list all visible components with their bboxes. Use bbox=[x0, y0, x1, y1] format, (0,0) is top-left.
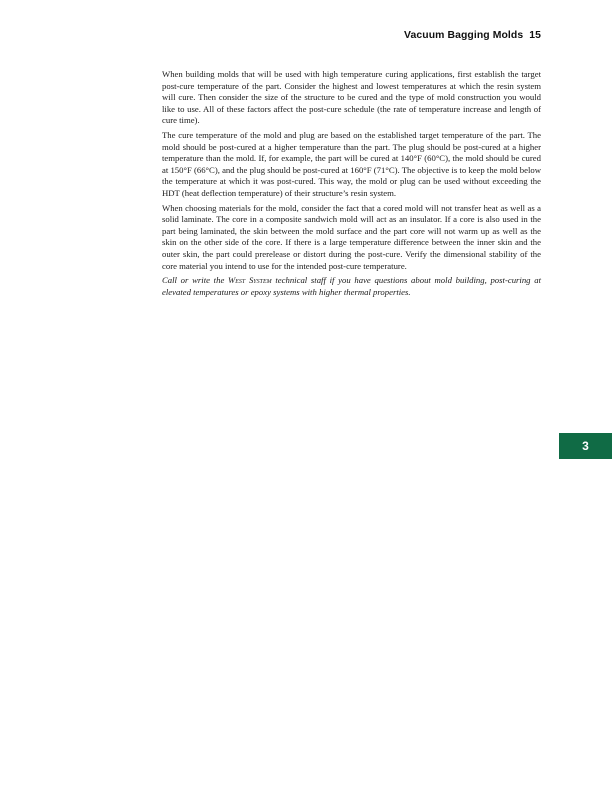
contact-note-rest: technical staff if you have questions about mold building, post-curing at elevated temperatures or epoxy systems with higher thermal properties. bbox=[162, 275, 541, 297]
paragraph-cure-temperature: The cure temperature of the mold and plug are based on the established target temperature of the part. The mold should be post-cured at a higher temperature than the part. The plug should be post-cured at a higher temperature than the mold. If, for example, the part will be cured at 140°F (60°C), the mold should be cured at 150°F (66°C), and the plug should be post-cured at 160°F (71°C). The objective is to keep the mold below the temperature at which it was post-cured. This way, the mold or plug can be used without exceeding the HDT (heat deflection temperature) of their structure’s resin system. bbox=[162, 129, 541, 198]
chapter-tab-label: 3 bbox=[582, 439, 589, 453]
page-number: 15 bbox=[529, 30, 541, 41]
contact-note-lead: Call or write the bbox=[162, 275, 229, 286]
running-header bbox=[404, 30, 541, 41]
chapter-tab bbox=[559, 433, 612, 459]
body-text bbox=[162, 69, 541, 301]
paragraph-mold-materials: When choosing materials for the mold, consider the fact that a cored mold will not transfer heat as well as a solid laminate. The core in a composite sandwich mold will act as an insulator. If a core is also used in the part being laminated, the skin between the mold surface and the part core will not warm up as well as the skin on the other side of the core. If there is a large temperature difference between the inner skin and the outer skin, the part could prerelease or distort during the post-cure. Verify the dimensional stability of the core material you intend to use for the intended post-cure temperature. bbox=[162, 202, 541, 271]
brand-name: West System bbox=[228, 275, 272, 286]
paragraph-contact-note bbox=[162, 275, 541, 298]
running-header-title: Vacuum Bagging Molds bbox=[404, 30, 524, 41]
paragraph-post-cure-target: When building molds that will be used with high temperature curing applications, first establish the target post-cure temperature of the part. Consider the highest and lowest temperatures at which the resin system will cure. Then consider the size of the structure to be cured and the type of mold construction you would like to use. All of these factors affect the post-cure schedule (the rate of temperature increase and length of cure time). bbox=[162, 69, 541, 126]
